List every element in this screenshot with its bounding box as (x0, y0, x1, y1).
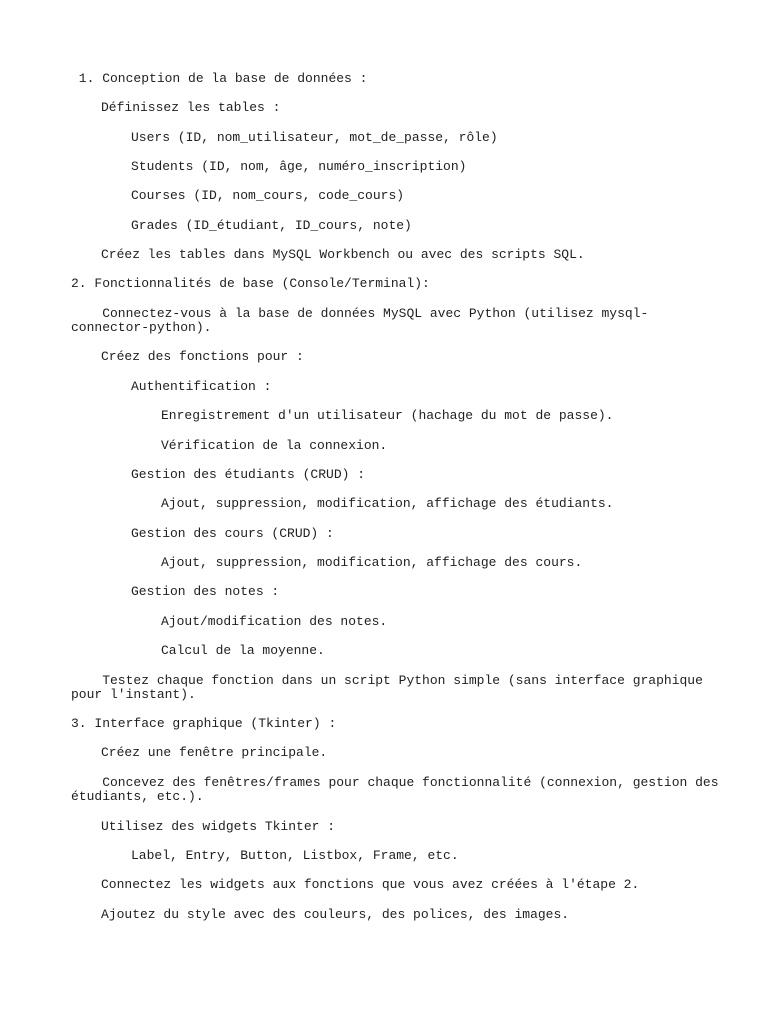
grades-management-line: Gestion des notes : (131, 584, 280, 599)
table-grades-line: Grades (ID_étudiant, ID_cours, note) (131, 218, 412, 233)
table-users-line: Users (ID, nom_utilisateur, mot_de_passe, rôle) (131, 130, 498, 145)
connect-widgets-line: Connectez les widgets aux fonctions que vous avez créées à l'étape 2. (101, 877, 640, 892)
create-tables-line: Créez les tables dans MySQL Workbench ou avec des scripts SQL. (101, 247, 585, 262)
login-check-line: Vérification de la connexion. (161, 438, 388, 453)
section-1-heading: 1. Conception de la base de données : (71, 71, 368, 86)
tkinter-widgets-line: Utilisez des widgets Tkinter : (101, 819, 336, 834)
main-window-line: Créez une fenêtre principale. (101, 745, 328, 760)
course-crud-line: Gestion des cours (CRUD) : (131, 526, 334, 541)
add-style-line: Ajoutez du style avec des couleurs, des polices, des images. (101, 907, 570, 922)
student-crud-line: Gestion des étudiants (CRUD) : (131, 467, 366, 482)
connect-db-line-2: connector-python). (71, 320, 212, 335)
section-2-heading: 2. Fonctionnalités de base (Console/Terminal): (71, 276, 430, 291)
table-courses-line: Courses (ID, nom_cours, code_cours) (131, 188, 405, 203)
test-functions-line-1: Testez chaque fonction dans un script Python simple (sans interface graphique (71, 673, 703, 688)
course-actions-line: Ajout, suppression, modification, affichage des cours. (161, 555, 583, 570)
frames-design-line-2: étudiants, etc.). (71, 789, 204, 804)
grades-edit-line: Ajout/modification des notes. (161, 614, 388, 629)
section-3-heading: 3. Interface graphique (Tkinter) : (71, 716, 337, 731)
frames-design-line-1: Concevez des fenêtres/frames pour chaque fonctionnalité (connexion, gestion des (71, 775, 719, 790)
widget-list-line: Label, Entry, Button, Listbox, Frame, etc. (131, 848, 459, 863)
authentication-line: Authentification : (131, 379, 272, 394)
create-functions-line: Créez des fonctions pour : (101, 349, 304, 364)
average-calc-line: Calcul de la moyenne. (161, 643, 325, 658)
test-functions-line-2: pour l'instant). (71, 687, 196, 702)
table-students-line: Students (ID, nom, âge, numéro_inscription) (131, 159, 467, 174)
user-registration-line: Enregistrement d'un utilisateur (hachage du mot de passe). (161, 408, 614, 423)
connect-db-line-1: Connectez-vous à la base de données MySQL avec Python (utilisez mysql- (71, 306, 649, 321)
student-actions-line: Ajout, suppression, modification, affichage des étudiants. (161, 496, 614, 511)
define-tables-line: Définissez les tables : (101, 100, 281, 115)
